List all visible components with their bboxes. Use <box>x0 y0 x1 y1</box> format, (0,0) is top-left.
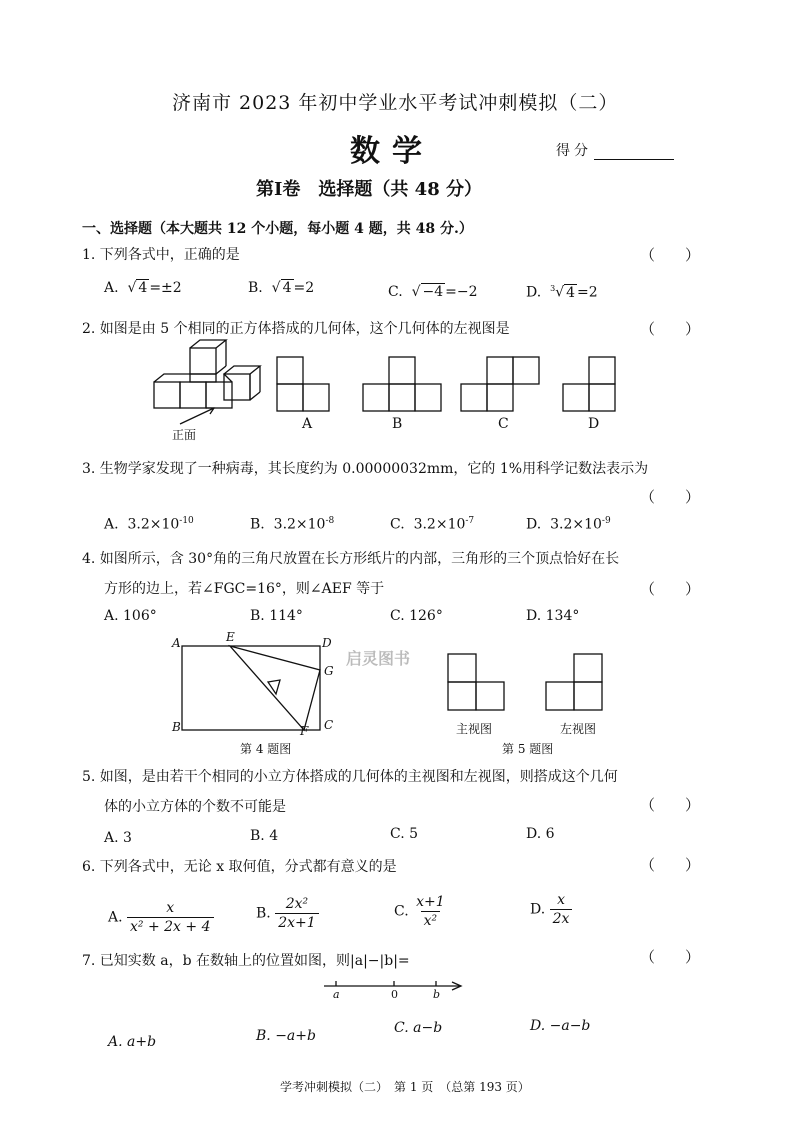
subject-title: 数学 <box>350 134 434 169</box>
q5-figure-caption: 第 5 题图 <box>502 742 554 756</box>
q5-left-view <box>544 652 604 712</box>
q4-point-b: B <box>172 720 181 734</box>
q4-point-a: A <box>172 636 181 650</box>
q7-option-a: A. a+b <box>108 1034 157 1050</box>
q4-point-c: C <box>324 718 334 732</box>
q5-stem-line2: 体的小立方体的个数不可能是 <box>104 799 286 815</box>
q4-point-e: E <box>226 630 235 644</box>
q2-view-d <box>562 356 622 414</box>
q5-main-view <box>446 652 506 712</box>
q1-answer-paren: （ ） <box>640 246 701 264</box>
q2-view-c <box>460 356 544 414</box>
score-label: 得分 <box>556 143 592 159</box>
q5-answer-paren: （ ） <box>640 796 701 814</box>
q5-option-c: C. 5 <box>390 826 419 842</box>
q2-stem: 2. 如图是由 5 个相同的正方体搭成的几何体，这个几何体的左视图是 <box>82 321 510 337</box>
q2-label-c: C <box>498 416 509 432</box>
q4-point-f: F <box>300 724 309 738</box>
q4-option-d: D. 134° <box>526 608 580 624</box>
q4-stem-line2: 方形的边上，若∠FGC=16°，则∠AEF 等于 <box>104 581 385 597</box>
q1-option-d: D. $^3$√ 4 =2 <box>526 284 598 301</box>
score-blank <box>594 145 674 160</box>
q6-option-b: B. $\frac{\text{2x²}}{2x+1}$ <box>256 896 319 931</box>
q7-axis-label-b: b <box>433 988 441 1001</box>
q1-stem: 1. 下列各式中，正确的是 <box>82 247 240 263</box>
q3-option-a: A. $3.2\times 10^{-10}$ <box>104 516 194 533</box>
q5-option-a: A. 3 <box>104 830 132 846</box>
q5-option-d: D. 6 <box>526 826 555 842</box>
q7-option-c: C. a−b <box>394 1020 443 1036</box>
q2-label-a: A <box>302 416 313 432</box>
watermark-logo: 启灵图书 <box>346 649 411 668</box>
q5-stem-line1: 5. 如图，是由若干个相同的小立方体搭成的几何体的主视图和左视图，则搭成这个几何 <box>82 769 618 785</box>
q3-answer-paren: （ ） <box>640 488 701 506</box>
q7-option-b: B. −a+b <box>256 1028 316 1044</box>
q3-option-c: C. $3.2\times 10^{-7}$ <box>390 516 475 533</box>
q4-option-c: C. 126° <box>390 608 443 624</box>
q4-answer-paren: （ ） <box>640 580 701 598</box>
score-field <box>556 140 674 160</box>
q7-answer-paren: （ ） <box>640 948 701 966</box>
q6-answer-paren: （ ） <box>640 856 701 874</box>
q4-point-d: D <box>322 636 332 650</box>
q7-option-d: D. −a−b <box>530 1018 591 1034</box>
volume-title: 第Ⅰ卷 选择题（共 48 分） <box>256 179 483 200</box>
q2-answer-paren: （ ） <box>640 320 701 338</box>
q2-view-a <box>276 356 336 414</box>
page-footer: 学考冲刺模拟（二） 第 1 页 （总第 193 页） <box>280 1080 530 1094</box>
q4-stem-line1: 4. 如图所示，含 30°角的三角尺放置在长方形纸片的内部，三角形的三个顶点恰好在长 <box>82 551 620 567</box>
q6-option-c: C. $\frac{x+1}{\text{x²}}$ <box>394 894 445 929</box>
q1-option-a: A. √ 4 =±2 <box>104 280 182 296</box>
exam-title: 济南市 2023 年初中学业水平考试冲刺模拟（二） <box>172 92 619 114</box>
q5-left-view-label: 左视图 <box>560 722 597 736</box>
q2-solid-figure <box>150 336 260 426</box>
q7-axis-label-a: a <box>333 988 340 1001</box>
q7-axis-label-zero: 0 <box>391 988 398 1001</box>
q3-stem: 3. 生物学家发现了一种病毒，其长度约为 0.00000032mm，它的 1%用科学记数法表示为 <box>82 461 649 477</box>
section-heading: 一、选择题（本大题共 12 个小题，每小题 4 题，共 48 分.） <box>82 221 473 237</box>
q6-option-d: D. $\frac{x}{2x}$ <box>530 892 572 927</box>
q1-option-c: C. √ −4 =−2 <box>388 284 478 300</box>
q5-main-view-label: 主视图 <box>456 722 493 736</box>
q1-option-b: B. √ 4 =2 <box>248 280 315 296</box>
q4-point-g: G <box>324 664 334 678</box>
q2-label-b: B <box>392 416 403 432</box>
q2-front-label: 正面 <box>172 428 197 442</box>
q4-figure-caption: 第 4 题图 <box>240 742 292 756</box>
q4-option-b: B. 114° <box>250 608 303 624</box>
q6-option-a: A. $\frac{x}{\text{x² + 2x + 4}}$ <box>108 900 214 935</box>
q4-figure <box>168 632 348 742</box>
q5-option-b: B. 4 <box>250 828 279 844</box>
q2-label-d: D <box>588 416 600 432</box>
q3-option-d: D. $3.2\times 10^{-9}$ <box>526 516 611 533</box>
q4-option-a: A. 106° <box>104 608 157 624</box>
q6-stem: 6. 下列各式中，无论 x 取何值，分式都有意义的是 <box>82 859 397 875</box>
q3-option-b: B. $3.2\times 10^{-8}$ <box>250 516 335 533</box>
q7-stem: 7. 已知实数 a，b 在数轴上的位置如图，则|a|−|b|= <box>82 953 410 969</box>
q2-view-b <box>362 356 446 414</box>
